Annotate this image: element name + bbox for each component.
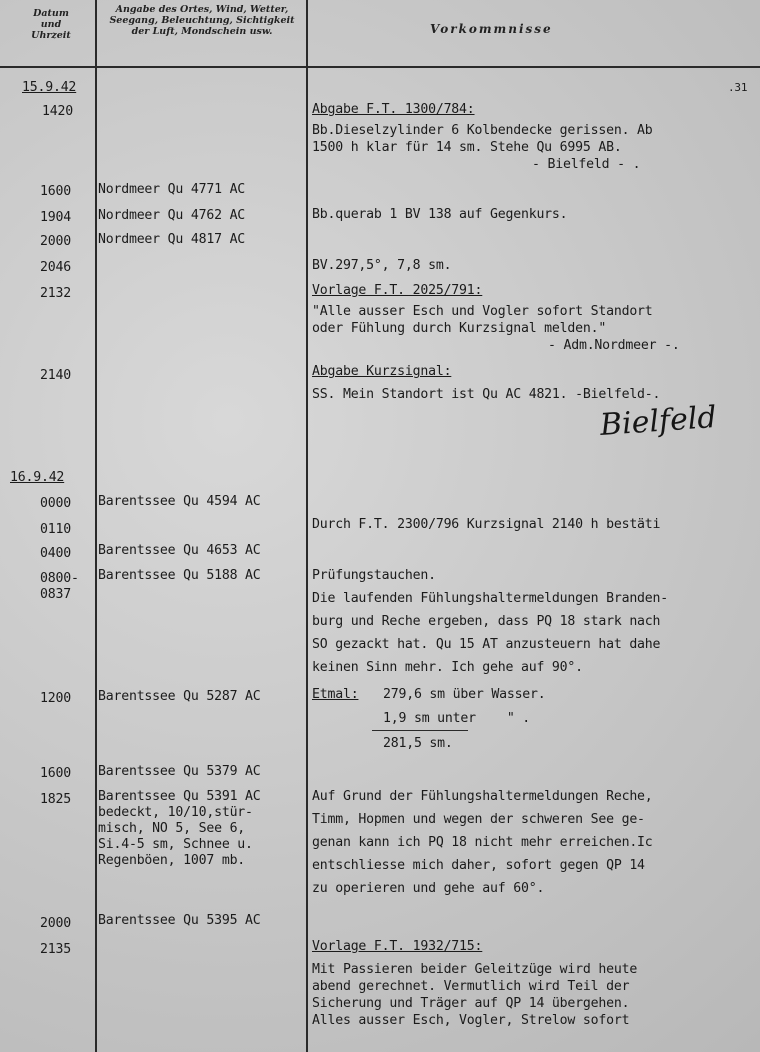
header-date-line: und <box>40 19 62 30</box>
event-cell: 1500 h klar für 14 sm. Stehe Qu 6995 AB. <box>312 140 622 155</box>
event-cell: SS. Mein Standort ist Qu AC 4821. -Bielfeld-. <box>312 387 661 402</box>
place-cell: Barentssee Qu 5395 AC <box>98 913 261 928</box>
event-cell: Auf Grund der Fühlungshaltermeldungen Reche, <box>312 789 653 804</box>
time-cell: 2046 <box>40 260 71 275</box>
header-date-line: Datum <box>33 8 69 19</box>
event-cell: Bb.querab 1 BV 138 auf Gegenkurs. <box>312 207 568 222</box>
time-cell: 2000 <box>40 916 71 931</box>
event-cell: zu operieren und gehe auf 60°. <box>312 881 545 896</box>
time-cell: 0800- <box>40 571 79 586</box>
event-cell: Mit Passieren beider Geleitzüge wird heute <box>312 962 638 977</box>
time-cell: 0837 <box>40 587 71 602</box>
event-cell: - Adm.Nordmeer -. <box>548 338 680 353</box>
time-cell: 2140 <box>40 368 71 383</box>
place-cell: misch, NO 5, See 6, <box>98 821 246 836</box>
event-cell: entschliesse mich daher, sofort gegen QP 14 <box>312 858 645 873</box>
place-cell: Barentssee Qu 5379 AC <box>98 764 261 779</box>
event-cell: - Bielfeld - . <box>532 157 641 172</box>
event-cell: Bb.Dieselzylinder 6 Kolbendecke gerissen. Ab <box>312 123 653 138</box>
event-cell: "Alle ausser Esch und Vogler sofort Standort <box>312 304 653 319</box>
place-cell: Si.4-5 sm, Schnee u. <box>98 837 253 852</box>
column-divider-1 <box>95 0 97 1052</box>
signature: Bielfeld <box>598 399 718 444</box>
event-cell: SO gezackt hat. Qu 15 AT anzusteuern hat dahe <box>312 637 661 652</box>
place-cell: Nordmeer Qu 4817 AC <box>98 232 246 247</box>
header-date-line: Uhrzeit <box>31 30 71 41</box>
event-cell: Die laufenden Fühlungshaltermeldungen Branden- <box>312 591 669 606</box>
time-cell: 1600 <box>40 766 71 781</box>
event-cell: Abgabe F.T. 1300/784: <box>312 102 475 117</box>
date-entry: 16.9.42 <box>10 470 65 485</box>
header-place-line: der Luft, Mondschein usw. <box>131 26 273 37</box>
event-cell: keinen Sinn mehr. Ich gehe auf 90°. <box>312 660 583 675</box>
event-cell: Vorlage F.T. 2025/791: <box>312 283 483 298</box>
header-events-label: Vorkommnisse <box>430 22 553 36</box>
event-label: Etmal: <box>312 687 359 702</box>
event-cell: abend gerechnet. Vermutlich wird Teil der <box>312 979 630 994</box>
time-cell: 1825 <box>40 792 71 807</box>
place-cell: Barentssee Qu 5391 AC <box>98 789 261 804</box>
time-cell: 1600 <box>40 184 71 199</box>
time-cell: 1420 <box>42 104 73 119</box>
event-cell: Vorlage F.T. 1932/715: <box>312 939 483 954</box>
place-cell: Barentssee Qu 5287 AC <box>98 689 261 704</box>
header-events <box>430 24 553 35</box>
event-cell: Timm, Hopmen und wegen der schweren See ge- <box>312 812 645 827</box>
place-cell: bedeckt, 10/10,stür- <box>98 805 253 820</box>
time-cell: 0000 <box>40 496 71 511</box>
header-place-line: Seegang, Beleuchtung, Sichtigkeit <box>109 15 295 26</box>
time-cell: 1904 <box>40 210 71 225</box>
time-cell: 2000 <box>40 234 71 249</box>
header-place <box>100 4 304 37</box>
place-cell: Barentssee Qu 5188 AC <box>98 568 261 583</box>
place-cell: Barentssee Qu 4594 AC <box>98 494 261 509</box>
column-divider-2 <box>306 0 308 1052</box>
time-cell: 2132 <box>40 286 71 301</box>
event-cell: 1,9 sm unter " . <box>383 711 531 726</box>
event-cell: burg und Reche ergeben, dass PQ 18 stark nach <box>312 614 661 629</box>
event-cell: Abgabe Kurzsignal: <box>312 364 452 379</box>
place-cell: Nordmeer Qu 4762 AC <box>98 208 246 223</box>
event-cell: 279,6 sm über Wasser. <box>383 687 546 702</box>
event-cell: oder Fühlung durch Kurzsignal melden." <box>312 321 607 336</box>
event-cell: Alles ausser Esch, Vogler, Strelow sofort <box>312 1013 630 1028</box>
time-cell: 1200 <box>40 691 71 706</box>
header-date <box>20 8 82 41</box>
header-place-line: Angabe des Ortes, Wind, Wetter, <box>115 4 289 15</box>
event-cell: Prüfungstauchen. <box>312 568 436 583</box>
event-cell: Durch F.T. 2300/796 Kurzsignal 2140 h bestäti <box>312 517 661 532</box>
place-cell: Regenböen, 1007 mb. <box>98 853 246 868</box>
place-cell: Barentssee Qu 4653 AC <box>98 543 261 558</box>
event-cell: BV.297,5°, 7,8 sm. <box>312 258 452 273</box>
time-cell: 0110 <box>40 522 71 537</box>
place-cell: Nordmeer Qu 4771 AC <box>98 182 246 197</box>
sum-rule <box>372 730 468 731</box>
page-mark: .31 <box>728 81 748 94</box>
event-cell: 281,5 sm. <box>383 736 453 751</box>
event-cell: genan kann ich PQ 18 nicht mehr erreichen.Ic <box>312 835 653 850</box>
time-cell: 0400 <box>40 546 71 561</box>
time-cell: 2135 <box>40 942 71 957</box>
event-cell: Sicherung und Träger auf QP 14 übergehen. <box>312 996 630 1011</box>
header-rule <box>0 66 760 68</box>
date-entry: 15.9.42 <box>22 80 77 95</box>
